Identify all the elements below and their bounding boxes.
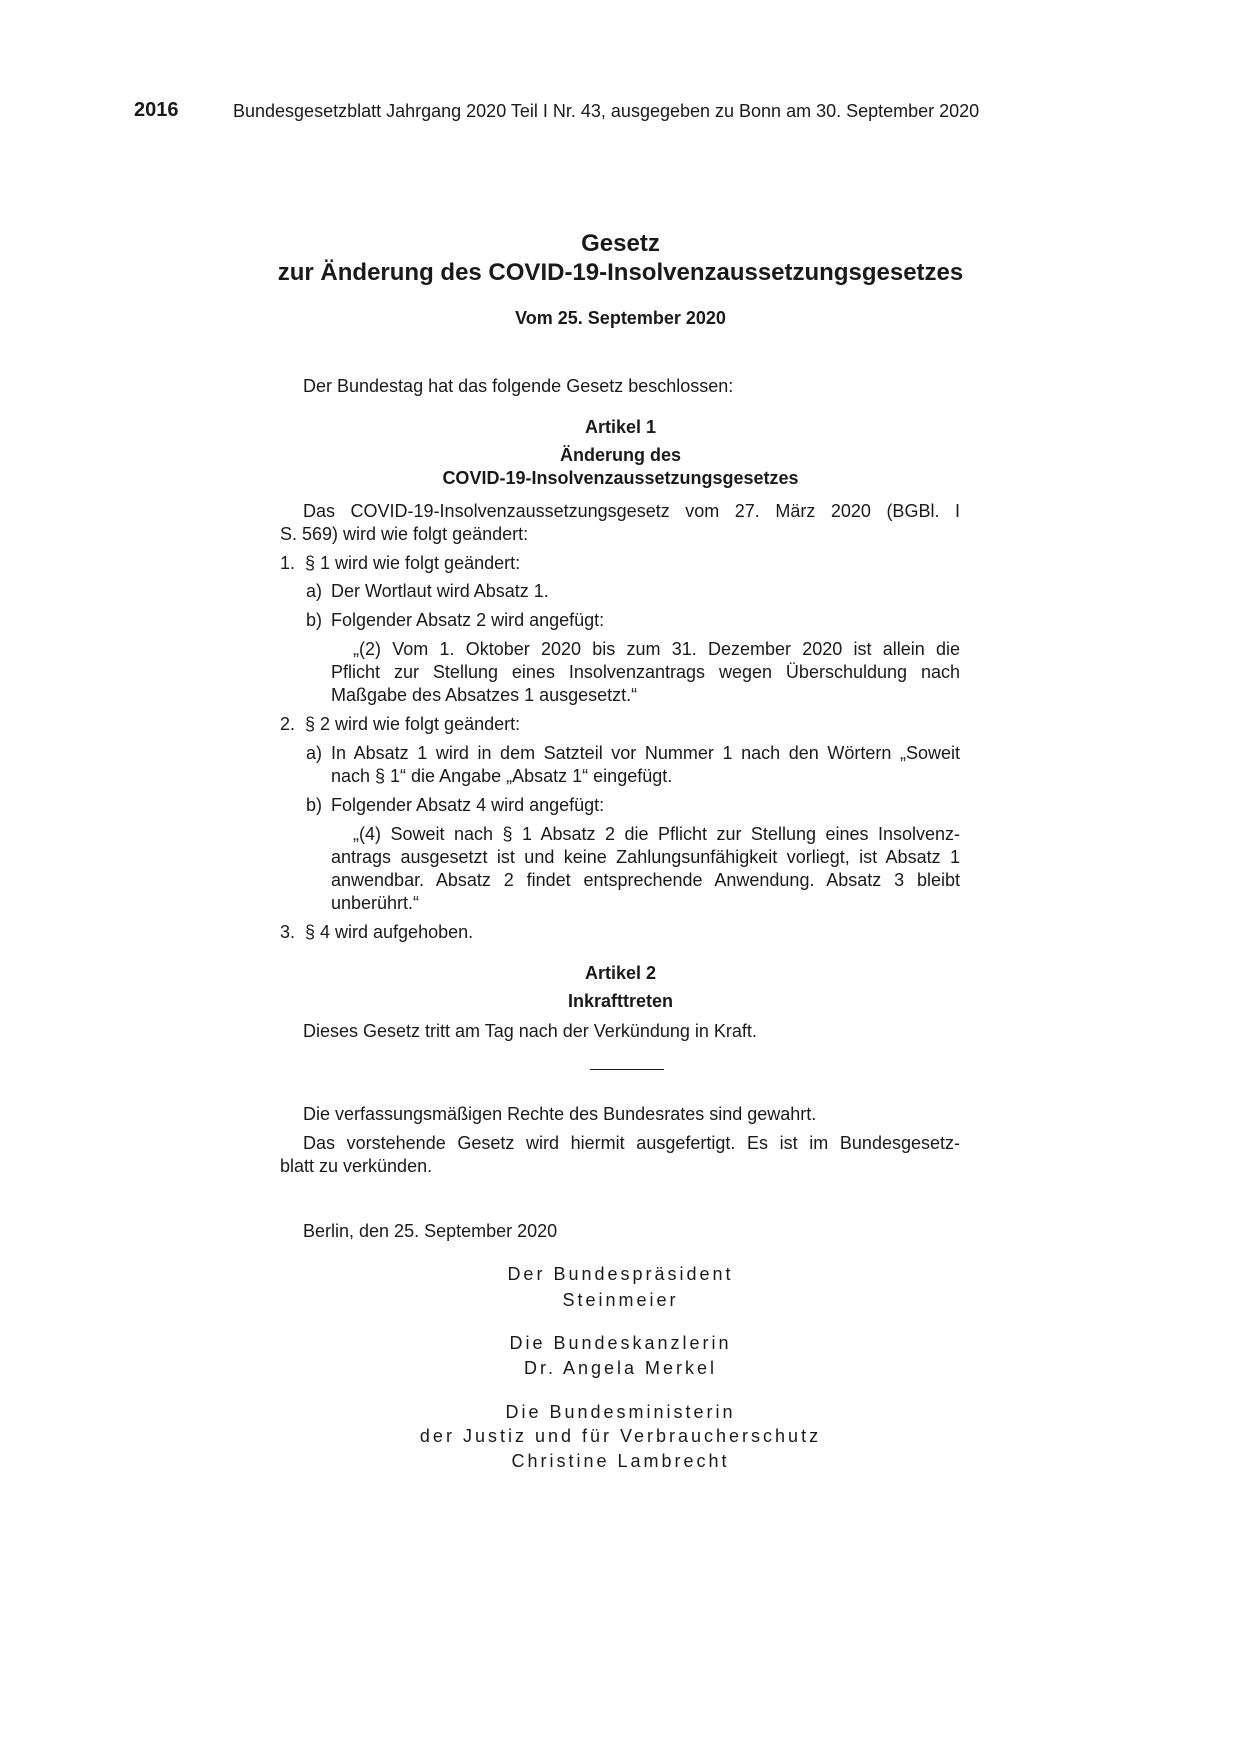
law-title: Gesetz bbox=[581, 230, 660, 257]
item1a-text: Der Wortlaut wird Absatz 1. bbox=[331, 581, 549, 601]
quote1-line3: Maßgabe des Absatzes 1 ausgesetzt.“ bbox=[331, 685, 638, 705]
item1-number: 1. bbox=[280, 553, 296, 573]
signature1-name: Steinmeier bbox=[562, 1290, 679, 1310]
separator-rule bbox=[590, 1069, 664, 1070]
quote2-line4: unberührt.“ bbox=[331, 893, 420, 913]
promulgation-line1: Das vorstehende Gesetz wird hiermit ausgefertigt. Es ist im Bundesgesetz- bbox=[303, 1133, 960, 1153]
signature2-name: Dr. Angela Merkel bbox=[523, 1358, 718, 1378]
article1-intro-line2: S. 569) wird wie folgt geändert: bbox=[280, 524, 529, 544]
law-date: Vom 25. September 2020 bbox=[515, 308, 726, 328]
item2a-letter: a) bbox=[306, 743, 323, 763]
signature2-title: Die Bundeskanzlerin bbox=[509, 1333, 732, 1353]
signature3-title-line2: der Justiz und für Verbraucherschutz bbox=[419, 1426, 822, 1446]
item1a-letter: a) bbox=[306, 581, 323, 601]
article1-heading-line2: COVID-19-Insolvenzaussetzungsgesetzes bbox=[442, 468, 799, 488]
running-header: Bundesgesetzblatt Jahrgang 2020 Teil I Nr. 43, ausgegeben zu Bonn am 30. September 2020 bbox=[233, 101, 980, 121]
preamble: Der Bundestag hat das folgende Gesetz beschlossen: bbox=[303, 376, 734, 396]
item3-number: 3. bbox=[280, 922, 296, 942]
item2a-line1: In Absatz 1 wird in dem Satzteil vor Nummer 1 nach den Wörtern „Soweit bbox=[331, 743, 960, 763]
signature1-title: Der Bundespräsident bbox=[507, 1264, 734, 1284]
promulgation-line2: blatt zu verkünden. bbox=[280, 1156, 433, 1176]
law-subtitle: zur Änderung des COVID-19-Insolvenzaussetzungsgesetzes bbox=[277, 259, 964, 286]
article2-text: Dieses Gesetz tritt am Tag nach der Verkündung in Kraft. bbox=[303, 1021, 757, 1041]
item2-text: § 2 wird wie folgt geändert: bbox=[305, 714, 521, 734]
page-number: 2016 bbox=[134, 99, 179, 121]
article2-number: Artikel 2 bbox=[584, 963, 657, 983]
signature3-title-line1: Die Bundesministerin bbox=[505, 1402, 736, 1422]
quote2-line1: „(4) Soweit nach § 1 Absatz 2 die Pflicht zur Stellung eines Insolvenz- bbox=[353, 824, 960, 844]
quote2-line3: anwendbar. Absatz 2 findet entsprechende Anwendung. Absatz 3 bleibt bbox=[331, 870, 960, 890]
quote2-line2: antrags ausgesetzt ist und keine Zahlungsunfähigkeit vorliegt, ist Absatz 1 bbox=[331, 847, 960, 867]
item3-text: § 4 wird aufgehoben. bbox=[305, 922, 474, 942]
article2-heading: Inkrafttreten bbox=[567, 991, 674, 1011]
place-date: Berlin, den 25. September 2020 bbox=[303, 1221, 558, 1241]
article1-heading-line1: Änderung des bbox=[559, 445, 681, 465]
item2a-line2: nach § 1“ die Angabe „Absatz 1“ eingefügt. bbox=[331, 766, 673, 786]
signature3-name: Christine Lambrecht bbox=[511, 1451, 730, 1471]
item1-text: § 1 wird wie folgt geändert: bbox=[305, 553, 521, 573]
article1-intro-line1: Das COVID-19-Insolvenzaussetzungsgesetz vom 27. März 2020 (BGBl. I bbox=[303, 501, 960, 521]
item2-number: 2. bbox=[280, 714, 296, 734]
rights-statement: Die verfassungsmäßigen Rechte des Bundesrates sind gewahrt. bbox=[303, 1104, 817, 1124]
item2b-text: Folgender Absatz 4 wird angefügt: bbox=[331, 795, 605, 815]
item2b-letter: b) bbox=[306, 795, 323, 815]
quote1-line1: „(2) Vom 1. Oktober 2020 bis zum 31. Dezember 2020 ist allein die bbox=[353, 639, 960, 659]
item1b-text: Folgender Absatz 2 wird angefügt: bbox=[331, 610, 605, 630]
item1b-letter: b) bbox=[306, 610, 323, 630]
article1-number: Artikel 1 bbox=[584, 417, 657, 437]
quote1-line2: Pflicht zur Stellung eines Insolvenzantrags wegen Überschuldung nach bbox=[331, 662, 960, 682]
